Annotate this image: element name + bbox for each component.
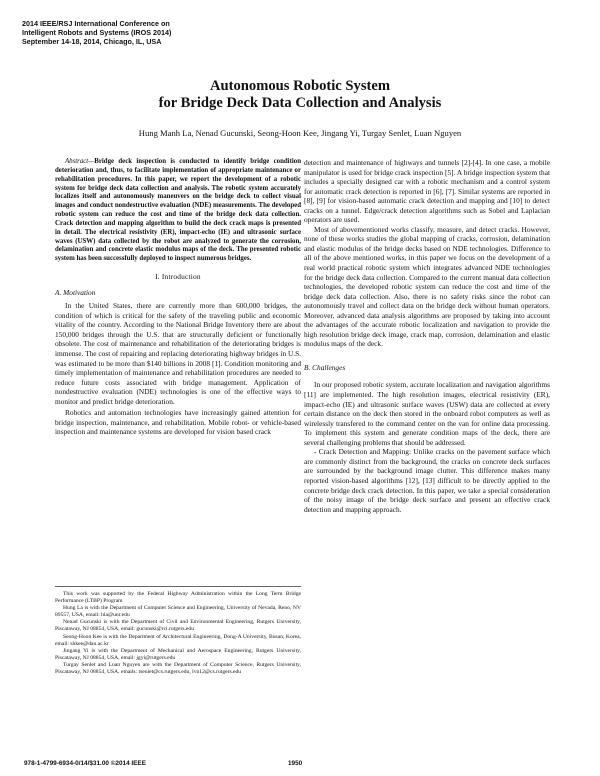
paragraph-challenges-2: - Crack Detection and Mapping: Unlike cracks on the pavement surface which are commonly distinct from the background, the cracks on concrete deck surfaces are surrounded by the background image clutter. This difference makes many reported vision-based algorithms [12], [13] difficult to be directly applied to the concrete bridge deck crack detection. In this paper, we take a special consideration of the noisy image of the bridge deck surface and present an effective crack detection and mapping approach. — [304, 447, 550, 514]
footnote-author-la: Hung La is with the Department of Computer Science and Engineering, University of Nevada, Reno, NV 89557, USA, email: hla@unr.edu — [55, 605, 301, 619]
left-column — [55, 158, 301, 437]
paper-title — [0, 78, 600, 112]
isbn-copyright: 978-1-4799-6934-0/14/$31.00 ©2014 IEEE — [24, 760, 146, 767]
paragraph-motivation-2: Robotics and automation technologies have increasingly gained attention for bridge inspection, maintenance, and rehabilitation. Mobile robot- or vehicle-based inspection and maintenance systems are developed for vision based crack — [55, 408, 301, 437]
paragraph-challenges-1: In our proposed robotic system, accurate localization and navigation algorithms [11] are implemented. The high resolution images, electrical resistivity (ER), impact-echo (IE) and ultrasonic surface waves (USW) data are collected at every certain distance on the deck then stored in the onboard robot computers as well as wirelessly transfered to the command center on the van for online data processing. To implement this system and generate condition maps of the deck, there are several challenging problems that should be addressed. — [304, 380, 550, 447]
title-line-1: Autonomous Robotic System — [210, 78, 390, 94]
right-column — [304, 158, 550, 514]
conference-header — [22, 20, 171, 46]
footnote-author-yi: Jingang Yi is with the Department of Mechanical and Aerospace Engineering, Rutgers University, Piscataway, NJ 08854, USA, email: jgyi@rutgers.edu — [55, 647, 301, 661]
footnotes — [55, 586, 301, 676]
footnote-authors-senlet-nguyen: Turgay Senlet and Luan Nguyen are with the Department of Computer Science, Rutgers University, Piscataway, NJ 08854, USA, emails: tsenlet@cs.rutgers.edu, lvn12@cs.rutgers.edu — [55, 661, 301, 676]
conference-line-1: 2014 IEEE/RSJ International Conference on — [22, 19, 170, 28]
paragraph-motivation-4: Most of abovementioned works classify, measure, and detect cracks. However, none of these works studies the global mapping of cracks, corrosion, delamination and elastic modulus of the bridge decks based on NDE technologies. Difference to all of the above mentioned works, in this paper we focus on the development of a real world practical robotic system which integrates advanced NDE technologies for the bridge deck data collection. Compared to the current manual data collection technologies, the developed robotic system can reduce the cost and time of the bridge deck data collection. Also, there is no safety risks since the robot can autonomously travel and collect data on the bridge deck without human operators. Moreover, advanced data analysis algorithms are proposed by taking into account the advantages of the accurate robotic localization and navigation to provide the high resolution bridge deck image, crack map, corrosion, delamination and elastic modulus maps of the deck. — [304, 224, 550, 349]
author-list: Hung Manh La, Nenad Gucunski, Seong-Hoon Kee, Jingang Yi, Turgay Senlet, Luan Nguyen — [138, 128, 462, 138]
title-line-2: for Bridge Deck Data Collection and Analysis — [158, 95, 442, 111]
abstract-label: Abstract — [65, 158, 89, 165]
abstract: Abstract—Bridge deck inspection is conducted to identify bridge condition deterioration and, thus, to facilitate implementation of appropriate maintenance or rehabilitation procedures. In this paper, we report the development of a robotic system for bridge deck data collection and analysis. The robotic system accurately localizes itself and autonomously maneuvers on the bridge deck to collect visual images and conduct nondestructive evaluation (NDE) measurements. The developed robotic system can reduce the cost and time of the bridge deck data collection. Crack detection and mapping algorithm to build the deck crack maps is presented in detail. The electrical resistivity (ER), impact-echo (IE) and ultrasonic surface waves (USW) data collected by the robot are analyzed to generate the corrosion, delamination and concrete elastic modulus maps of the deck. The presented robotic system has been successfully deployed to inspect numerous bridges. — [55, 158, 301, 263]
abstract-text: Bridge deck inspection is conducted to identify bridge condition deterioration and, thus, to facilitate implementation of appropriate maintenance or rehabilitation procedures. In this paper, we report the development of a robotic system for bridge deck data collection and analysis. The robotic system accurately localizes itself and autonomously maneuvers on the bridge deck to collect visual images and conduct nondestructive evaluation (NDE) measurements. The developed robotic system can reduce the cost and time of the bridge deck data collection. Crack detection and mapping algorithm to build the deck crack maps is presented in detail. The electrical resistivity (ER), impact-echo (IE) and ultrasonic surface waves (USW) data collected by the robot are analyzed to generate the corrosion, delamination and concrete elastic modulus maps of the deck. The presented robotic system has been successfully deployed to inspect numerous bridges. — [55, 158, 301, 263]
conference-line-2: Intelligent Robots and Systems (IROS 2014) — [22, 27, 172, 37]
footnote-funding: This work was supported by the Federal Highway Administration within the Long Term Bridge Performance (LTBP) Program — [55, 591, 301, 605]
footnote-author-kee: Seong-Hoon Kee is with the Department of Architectural Engineering, Dong-A University, Busan, Korea, email: shkee@dau.ac.kr — [55, 633, 301, 647]
page-number: 1950 — [288, 760, 303, 767]
paragraph-motivation-1: In the United States, there are currently more than 600,000 bridges, the condition of which is critical for the safety of the traveling public and economic vitality of the country. According to the National Bridge Inventory there are about 150,000 bridges through the U.S. that are structurally deficient or functionally obsolete. The cost of maintenance and rehabilitation of the deteriorating bridges is immense. The cost of repairing and replacing deteriorating highway bridges in U.S. was estimated to be more than $140 billions in 2008 [1]. Condition monitoring and timely implementation of maintenance and rehabilitation procedures are needed to reduce future costs associated with bridge management. Application of nondestructive evaluation (NDE) technologies is one of the effective ways to monitor and predict bridge deterioration. — [55, 301, 301, 406]
conference-line-3: September 14-18, 2014, Chicago, IL, USA — [22, 36, 162, 46]
paragraph-motivation-3: detection and maintenance of highways and tunnels [2]-[4]. In one case, a mobile manipulator is used for bridge crack inspection [5]. A bridge inspection system that includes a specially designed car with a robotic mechanism and a control system for automatic crack detection is reported in [6], [7]. Similar systems are reported in [8], [9] for vision-based automatic crack detection and mapping and [10] to detect cracks on a tunnel. Edge/crack detection algorithms such as Sobel and Laplacian operators are used. — [304, 158, 550, 225]
section-heading-introduction: I. Introduction — [155, 272, 201, 282]
footnote-author-gucunski: Nenad Gucunski is with the Department of Civil and Environmental Engineering, Rutgers University, Piscataway, NJ 08854, USA, email: gucunski@rci.rutgers.edu — [55, 619, 301, 633]
subsection-heading-motivation: A. Motivation — [55, 287, 96, 297]
subsection-heading-challenges: B. Challenges — [304, 362, 346, 372]
